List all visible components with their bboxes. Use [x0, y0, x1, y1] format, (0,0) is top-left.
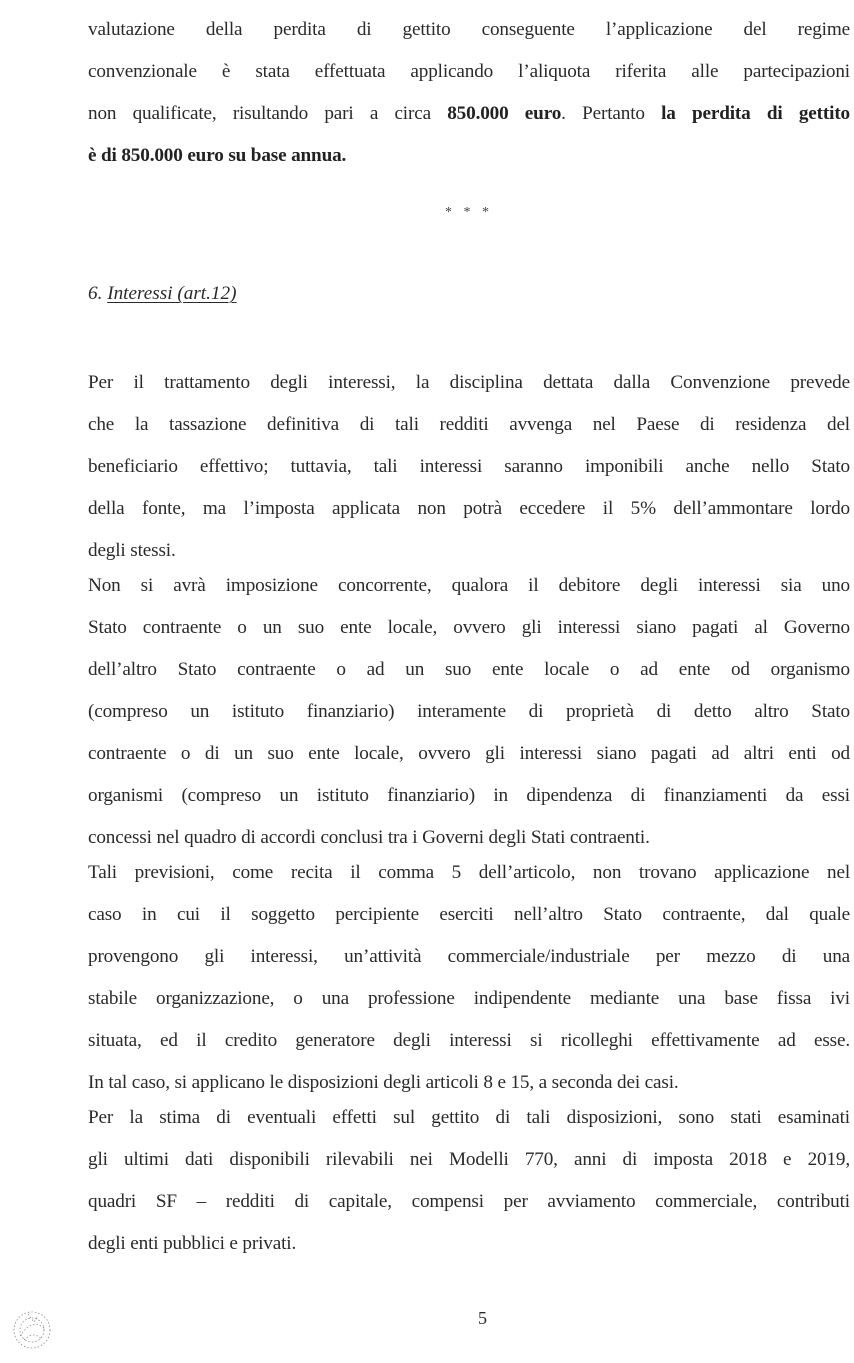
intro-line-4	[88, 143, 850, 169]
paragraph-2-line: Stato contraente o un suo ente locale, ovvero gli interessi siano pagati al Governo	[88, 617, 850, 638]
bold-conclusion: è di 850.000 euro su base annua.	[88, 145, 347, 166]
paragraph-1-line: degli stessi.	[88, 540, 176, 561]
intro-line-3	[88, 101, 850, 127]
page-number: 5	[478, 1308, 487, 1328]
bold-amount: 850.000 euro	[447, 103, 562, 124]
paragraph-2-line: concessi nel quadro di accordi conclusi tra i Governi degli Stati contraenti.	[88, 827, 650, 848]
paragraph-1-line: della fonte, ma l’imposta applicata non potrà eccedere il 5% dell’ammontare lordo	[88, 498, 850, 519]
intro-text: . Pertanto	[561, 103, 662, 124]
section-heading	[88, 283, 237, 305]
paragraph-1-line: che la tassazione definitiva di tali redditi avvenga nel Paese di residenza del	[88, 414, 850, 435]
paragraph-1-line: Per il trattamento degli interessi, la disciplina dettata dalla Convenzione prevede	[88, 372, 850, 393]
paragraph-4-line: degli enti pubblici e privati.	[88, 1233, 297, 1254]
paragraph-2-line: Non si avrà imposizione concorrente, qualora il debitore degli interessi sia uno	[88, 575, 850, 596]
section-number: 6.	[88, 283, 108, 304]
paragraph-3-line: caso in cui il soggetto percipiente eserciti nell’altro Stato contraente, dal quale	[88, 904, 850, 925]
paragraph-4-line: Per la stima di eventuali effetti sul gettito di tali disposizioni, sono stati esaminati	[88, 1107, 850, 1128]
paragraph-3-line: situata, ed il credito generatore degli interessi si ricolleghi effettivamente ad esse.	[88, 1030, 850, 1051]
paragraph-3-line: stabile organizzazione, o una professione indipendente mediante una base fissa ivi	[88, 988, 850, 1009]
paragraph-4-line: quadri SF – redditi di capitale, compensi per avviamento commerciale, contributi	[88, 1191, 850, 1212]
paragraph-3-line: Tali previsioni, come recita il comma 5 dell’articolo, non trovano applicazione nel	[88, 862, 850, 883]
paragraph-2-line: dell’altro Stato contraente o ad un suo ente locale o ad ente od organismo	[88, 659, 850, 680]
intro-text: non qualificate, risultando pari a circa	[88, 103, 448, 124]
intro-line-2: convenzionale è stata effettuata applicando l’aliquota riferita alle partecipazioni	[88, 61, 850, 82]
intro-line-1: valutazione della perdita di gettito conseguente l’applicazione del regime	[88, 19, 850, 40]
paragraph-2-line: (compreso un istituto finanziario) interamente di proprietà di detto altro Stato	[88, 701, 850, 722]
section-separator: * * *	[445, 205, 493, 220]
paragraph-2-line: contraente o di un suo ente locale, ovvero gli interessi siano pagati ad altri enti od	[88, 743, 850, 764]
paragraph-3-line: provengono gli interessi, un’attività commerciale/industriale per mezzo di una	[88, 946, 850, 967]
section-title: Interessi (art.12)	[107, 283, 237, 304]
official-stamp-icon	[4, 1300, 60, 1356]
paragraph-1-line: beneficiario effettivo; tuttavia, tali interessi saranno imponibili anche nello Stato	[88, 456, 850, 477]
paragraph-3-line: In tal caso, si applicano le disposizioni degli articoli 8 e 15, a seconda dei casi.	[88, 1072, 679, 1093]
paragraph-4-line: gli ultimi dati disponibili rilevabili nei Modelli 770, anni di imposta 2018 e 2019,	[88, 1149, 850, 1170]
paragraph-2-line: organismi (compreso un istituto finanziario) in dipendenza di finanziamenti da essi	[88, 785, 850, 806]
bold-conclusion: la perdita di gettito	[661, 103, 851, 124]
